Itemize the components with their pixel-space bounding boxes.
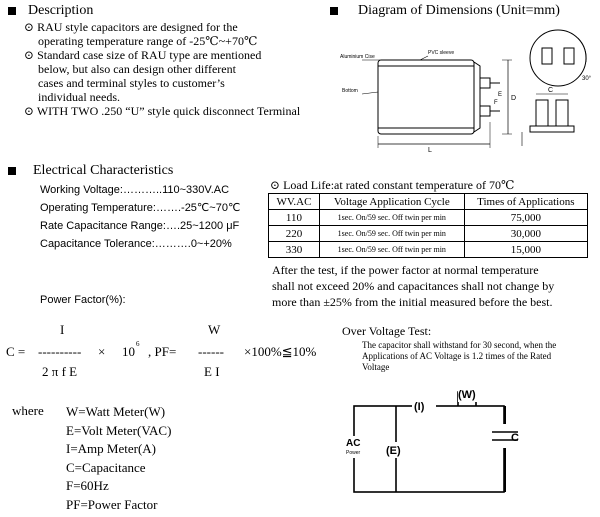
- header-cell: Times of Applications: [464, 194, 587, 210]
- capacitor-label: C: [511, 432, 519, 444]
- description-heading: Description: [28, 3, 94, 18]
- bullet-line: ⊙ WITH TWO .250 “U” style quick disconnect Terminal: [24, 104, 301, 118]
- pf-equals: , PF=: [148, 344, 177, 359]
- top-view-outline: [530, 30, 586, 86]
- denominator-2pife: 2 π f E: [42, 364, 78, 379]
- formula: [0, 320, 340, 380]
- power-factor-heading: Power Factor(%):: [40, 294, 126, 306]
- definitions-list: [66, 403, 171, 514]
- numerator-w: W: [208, 322, 221, 337]
- table-row: 330 1sec. On/59 sec. Off twin per min 15,000: [269, 242, 588, 258]
- exponent: 6: [136, 340, 140, 348]
- bullet-line: ⊙ RAU style capacitors are designed for the: [24, 20, 238, 34]
- table-row: 220 1sec. On/59 sec. Off twin per min 30,000: [269, 226, 588, 242]
- circuit-loop: [354, 406, 504, 492]
- spec-operating-temperature: Operating Temperature:…….-25℃~70℃: [40, 202, 241, 214]
- bullet-line: ⊙ Standard case size of RAU type are mentioned: [24, 48, 262, 62]
- bullet-line: cases and terminal styles to customer’s: [38, 76, 225, 90]
- square-bullet-icon: [8, 7, 16, 15]
- spec-capacitance-range: Rate Capacitance Range:….25~1200 μF: [40, 220, 240, 232]
- description-heading-row: [8, 3, 328, 19]
- dimensions-diagram: [340, 22, 598, 154]
- circle-arrow-bullet-icon: ⊙: [24, 48, 35, 62]
- square-bullet-icon: [330, 7, 338, 15]
- wattmeter-label: (W): [458, 389, 476, 401]
- ac-label: AC: [346, 438, 361, 449]
- label-C: C: [548, 87, 554, 94]
- circle-arrow-bullet-icon: ⊙: [24, 20, 35, 34]
- denominator-ei: E I: [204, 364, 220, 379]
- label-E: E: [498, 92, 503, 98]
- capacitor-body: [378, 60, 474, 134]
- spec-working-voltage: Working Voltage:………..110~330V.AC: [40, 184, 230, 196]
- label-aluminium: Aluminium Cise: [340, 54, 375, 60]
- description-section: [8, 3, 328, 19]
- load-life-title: ⊙ Load Life:at rated constant temperature of 70℃: [270, 178, 515, 192]
- label-D: D: [511, 95, 517, 102]
- bullet-line: operating temperature range of -25℃~+70℃: [38, 34, 258, 48]
- load-life-notes: After the test, if the power factor at normal temperature shall not exceed 20% and capacitances shall not change by more than ±25% from the initial measured before the best.: [272, 263, 555, 309]
- numerator-i: I: [60, 322, 65, 337]
- fraction-bar-2: ------: [198, 344, 224, 359]
- electrical-heading-row: [8, 163, 308, 179]
- over-voltage-text: The capacitor shall withstand for 30 second, when the Applications of AC Voltage is 1.2 times of the Rated Voltage: [362, 340, 557, 372]
- circle-arrow-bullet-icon: ⊙: [270, 178, 281, 192]
- definition-item: I=Amp Meter(A): [66, 441, 156, 456]
- square-bullet-icon: [8, 167, 16, 175]
- header-cell: WV.AC: [269, 194, 320, 210]
- table-row: 110 1sec. On/59 sec. Off twin per min 75,000: [269, 210, 588, 226]
- header-cell: Voltage Application Cycle: [319, 194, 464, 210]
- definition-item: C=Capacitance: [66, 459, 146, 475]
- capacitor-cap: [474, 62, 480, 132]
- definition-item: PF=Power Factor: [66, 496, 158, 512]
- electrical-heading: Electrical Characteristics: [33, 163, 174, 178]
- where-label: where: [12, 403, 44, 418]
- label-pvc-sleeve: PVC sleeve: [428, 50, 455, 56]
- test-circuit: [340, 380, 540, 500]
- definition-item: E=Volt Meter(VAC): [66, 422, 172, 438]
- ten: 10: [122, 344, 135, 359]
- definition-item: F=60Hz: [66, 478, 109, 493]
- power-label: Power: [346, 450, 361, 456]
- label-F: F: [494, 100, 498, 106]
- bullet-line: below, but also can design other different: [38, 62, 236, 76]
- c-equals: C =: [6, 344, 26, 359]
- formula-tail: ×100%≦10%: [244, 344, 317, 359]
- load-life-table: [268, 193, 588, 258]
- over-voltage-heading: Over Voltage Test:: [342, 324, 432, 338]
- label-L: L: [428, 147, 432, 154]
- bullet-line: individual needs.: [38, 90, 120, 104]
- electrical-specs: [40, 181, 280, 253]
- label-bottom: Bottom: [342, 88, 358, 94]
- spec-capacitance-tolerance: Capacitance Tolerance:……….0~+20%: [40, 238, 232, 250]
- circle-arrow-bullet-icon: ⊙: [24, 104, 35, 118]
- description-bullets: [24, 20, 334, 118]
- table-header-row: [269, 194, 588, 210]
- label-angle: 30°: [582, 76, 592, 82]
- definition-item: W=Watt Meter(W): [66, 404, 166, 419]
- times-sign: ×: [98, 344, 106, 359]
- fraction-bar-1: ----------: [38, 344, 82, 359]
- diagram-heading-row: [330, 3, 598, 19]
- diagram-heading: Diagram of Dimensions (Unit=mm): [358, 3, 560, 18]
- voltmeter-label: (E): [386, 445, 401, 457]
- ammeter-label: (I): [414, 401, 425, 413]
